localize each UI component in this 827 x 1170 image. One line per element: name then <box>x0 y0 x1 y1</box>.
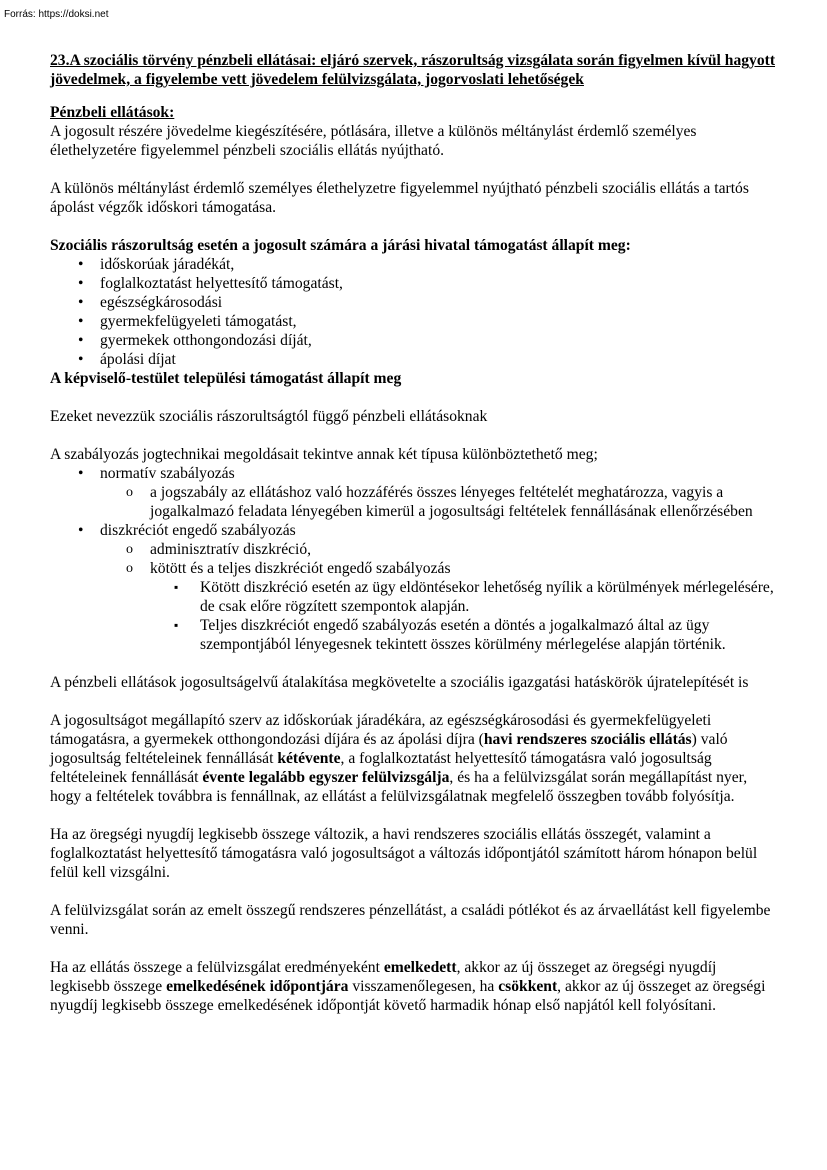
paragraph-1: A jogosult részére jövedelme kiegészítésére, pótlására, illetve a különös méltánylást érdemlő személyes élethelyzetére figyelemmel pénzbeli szociális ellátás nyújtható. <box>50 123 697 159</box>
bold-span: havi rendszeres szociális ellátás <box>483 731 692 748</box>
paragraph-9 <box>50 958 778 1015</box>
paragraph-3: Ezeket nevezzük szociális rászorultságtól függő pénzbeli ellátásoknak <box>50 408 488 425</box>
paragraph-4: A szabályozás jogtechnikai megoldásait tekintve annak két típusa különböztethető meg; <box>50 446 598 463</box>
list-item: • foglalkoztatást helyettesítő támogatást, <box>50 274 778 293</box>
bold-span: csökkent <box>498 978 558 995</box>
list-item: • gyermekek otthongondozási díját, <box>50 331 778 350</box>
list-item: ▪ Teljes diszkréciót engedő szabályozás esetén a döntés a jogalkalmazó által az ügy szempontjából lényegesnek tekintett összes körülmény mérlegelése alapján történik. <box>50 616 778 654</box>
text-span: , a foglalkoztatást helyettesítő támogatásra való jogosultság feltételeinek fennállását <box>50 750 712 786</box>
list-item <box>50 559 778 654</box>
text-span: , akkor az új összeget az öregségi nyugdíj legkisebb összege emelkedésének időpontját követő harmadik hónap első napjától kell folyósítani. <box>50 978 766 1014</box>
normativ-sublist <box>50 483 778 521</box>
bold-span: évente legalább egyszer felülvizsgálja <box>202 769 450 786</box>
heading-kepviselo-testulet: A képviselő-testület települési támogatást állapít meg <box>50 370 402 387</box>
list-item: o a jogszabály az ellátáshoz való hozzáférés összes lényeges feltételét meghatározza, vagyis a jogalkalmazó feladata lényegében kimerül a jogosultsági feltételek fennállásának ellenőrzésében <box>50 483 778 521</box>
text-span: , akkor az új összeget az öregségi nyugdíj legkisebb összege <box>50 959 717 995</box>
paragraph-7: Ha az öregségi nyugdíj legkisebb összege változik, a havi rendszeres szociális ellátás összegét, valamint a foglalkoztatást helyettesítő támogatásra való jogosultságot a változás időpontjától számított három hónapon belül felül kell vizsgálni. <box>50 826 758 881</box>
bold-span: kétévente <box>277 750 341 767</box>
bold-span: emelkedett <box>383 959 457 976</box>
bold-span: emelkedésének időpontjára <box>166 978 349 995</box>
list-item-diszkrecio <box>50 521 778 654</box>
text-span: ) való jogosultság feltételeinek fennállását <box>50 731 728 767</box>
text-span: , és ha a felülvizsgálat során megállapítást nyer, hogy a feltételek továbbra is fennállnak, az ellátást a felülvizsgálatnak megfelelő összegben tovább folyósítja. <box>50 769 748 805</box>
list-item-label: diszkréciót engedő szabályozás <box>100 522 296 539</box>
paragraph-6 <box>50 711 778 806</box>
list-item-normativ <box>50 464 778 521</box>
list-item: • időskorúak járadékát, <box>50 255 778 274</box>
list-item-label: normatív szabályozás <box>100 465 235 482</box>
document-page <box>50 51 778 1015</box>
heading-jarasi-hivatal: Szociális rászorultság esetén a jogosult számára a járási hivatal támogatást állapít meg: <box>50 237 631 254</box>
paragraph-2: A különös méltánylást érdemlő személyes élethelyzetre figyelemmel nyújtható pénzbeli szociális ellátás a tartós ápolást végzők időskori támogatása. <box>50 180 749 216</box>
list-item: ▪ Kötött diszkréció esetén az ügy eldöntésekor lehetőség nyílik a körülmények mérlegelésére, de csak előre rögzített szempontok alapján. <box>50 578 778 616</box>
discretion-detail-list <box>50 578 778 654</box>
text-span: visszamenőlegesen, ha <box>348 978 499 995</box>
list-item: • egészségkárosodási <box>50 293 778 312</box>
list-item: • ápolási díjat <box>50 350 778 369</box>
text-span: A jogosultságot megállapító szerv az időskorúak járadékára, az egészségkárosodási és gyermekfelügyeleti támogatásra, a gyermekek otthongondozási díjára és az ápolási díjra ( <box>50 712 712 748</box>
paragraph-8: A felülvizsgálat során az emelt összegű rendszeres pénzellátást, a családi pótlékot és az árvaellátást kell figyelembe venni. <box>50 902 771 938</box>
document-title: 23.A szociális törvény pénzbeli ellátásai: eljáró szervek, rászorultság vizsgálata során figyelmen kívül hagyott jövedelmek, a figyelembe vett jövedelem felülvizsgálata, jogorvoslati lehetőségek <box>50 52 776 88</box>
list-item: o adminisztratív diszkréció, <box>50 540 778 559</box>
regulation-types-list <box>50 464 778 654</box>
list-item-label: kötött és a teljes diszkréciót engedő szabályozás <box>150 560 451 577</box>
jarasi-support-list <box>50 255 778 369</box>
list-item: • gyermekfelügyeleti támogatást, <box>50 312 778 331</box>
paragraph-5: A pénzbeli ellátások jogosultságelvű átalakítása megkövetelte a szociális igazgatási hatáskörök újratelepítését is <box>50 674 749 691</box>
diszkrecio-sublist <box>50 540 778 654</box>
source-label: Forrás: https://doksi.net <box>4 9 109 20</box>
heading-penzbeli-ellatasok: Pénzbeli ellátások: <box>50 104 175 121</box>
text-span: Ha az ellátás összege a felülvizsgálat eredményeként <box>50 959 384 976</box>
